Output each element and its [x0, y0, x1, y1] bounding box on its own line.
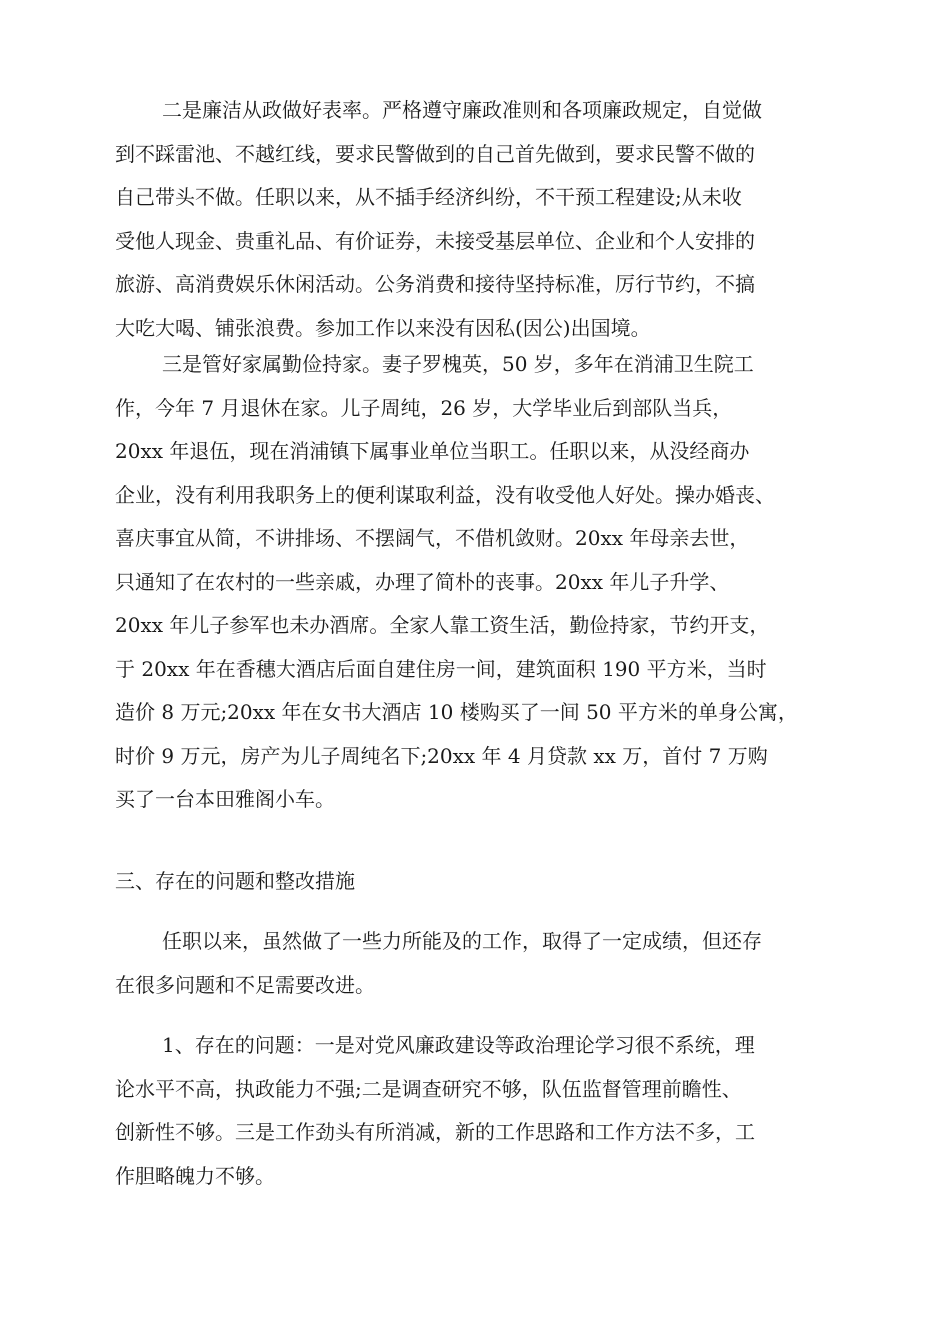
- text-line: 喜庆事宜从简，不讲排场、不摆阔气，不借机敛财。20xx 年母亲去世，: [115, 526, 750, 550]
- paragraph-existing-problems: [115, 1024, 855, 1198]
- text-line: 只通知了在农村的一些亲戚，办理了简朴的丧事。20xx 年儿子升学、: [115, 569, 730, 594]
- text-line: 受他人现金、贵重礼品、有价证券，未接受基层单位、企业和个人安排的: [115, 228, 755, 253]
- text-line: 造价 8 万元;20xx 年在女书大酒店 10 楼购买了一间 50 平方米的单身公寓，: [115, 700, 798, 724]
- section-heading: [115, 860, 855, 904]
- text-line: 自己带头不做。任职以来，从不插手经济纠纷，不干预工程建设;从未收: [115, 185, 742, 209]
- text-line: 20xx 年退伍，现在消浦镇下属事业单位当职工。任职以来，从没经商办: [115, 439, 750, 463]
- text-line: 1、存在的问题：一是对党风廉政建设等政治理论学习很不系统，理: [162, 1033, 755, 1057]
- text-line: 20xx 年儿子参军也未办酒席。全家人靠工资生活，勤俭持家，节约开支，: [115, 613, 770, 637]
- text-line: 时价 9 万元，房产为儿子周纯名下;20xx 年 4 月贷款 xx 万，首付 7 万购: [115, 743, 768, 768]
- text-line: 旅游、高消费娱乐休闲活动。公务消费和接待坚持标准，厉行节约，不搞: [115, 272, 755, 296]
- text-line: 大吃大喝、铺张浪费。参加工作以来没有因私(因公)出国境。: [115, 315, 651, 340]
- paragraph-intro-problems: [115, 920, 855, 1007]
- section-heading-text: 三、存在的问题和整改措施: [115, 869, 355, 893]
- text-line: 任职以来，虽然做了一些力所能及的工作，取得了一定成绩，但还存: [162, 929, 762, 953]
- text-line: 论水平不高，执政能力不强;二是调查研究不够，队伍监督管理前瞻性、: [115, 1076, 742, 1101]
- text-line: 三是管好家属勤俭持家。妻子罗槐英，50 岁，多年在消浦卫生院工: [162, 352, 754, 376]
- text-line: 企业，没有利用我职务上的便利谋取利益，没有收受他人好处。操办婚丧、: [115, 482, 775, 507]
- text-line: 二是廉洁从政做好表率。严格遵守廉政准则和各项廉政规定，自觉做: [162, 98, 762, 122]
- paragraph-family: [115, 343, 855, 822]
- text-line: 到不踩雷池、不越红线，要求民警做到的自己首先做到，要求民警不做的: [115, 141, 755, 166]
- text-line: 在很多问题和不足需要改进。: [115, 972, 375, 997]
- text-line: 作，今年 7 月退休在家。儿子周纯，26 岁，大学毕业后到部队当兵，: [115, 395, 733, 420]
- text-line: 创新性不够。三是工作劲头有所消减，新的工作思路和工作方法不多，工: [115, 1120, 755, 1144]
- text-line: 买了一台本田雅阁小车。: [115, 787, 335, 811]
- text-line: 作胆略魄力不够。: [115, 1163, 275, 1188]
- paragraph-integrity: [115, 89, 855, 350]
- text-line: 于 20xx 年在香穗大酒店后面自建住房一间，建筑面积 190 平方米，当时: [115, 656, 767, 681]
